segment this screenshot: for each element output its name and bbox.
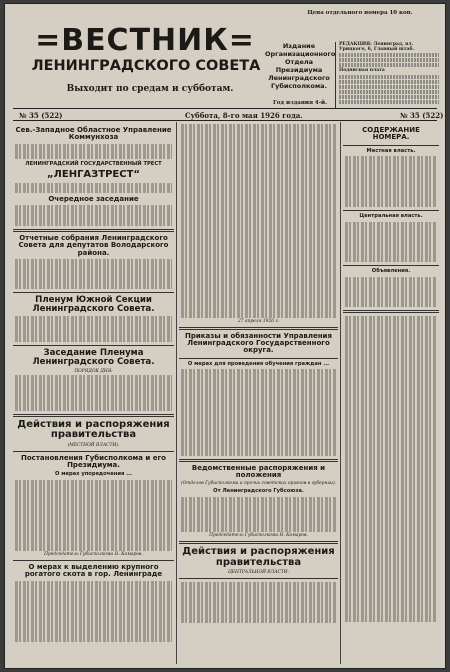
agenda-label: ПОРЯДОК ДНЯ:	[74, 368, 113, 374]
column-divider	[340, 122, 341, 664]
headline: Заседание Пленума Ленинградского Совета.	[32, 347, 155, 367]
subscription-label: Подписная плата	[339, 68, 385, 74]
price-notice: Цена отдельного номера 10 коп.	[307, 10, 413, 16]
headline: Очередное заседание	[48, 195, 139, 204]
editorial-info-box	[335, 42, 439, 108]
headline: От Ленинградского Губсоюза.	[213, 488, 304, 495]
headline: О мерах к выделению крупного рогатого скота в гор. Ленинграде	[24, 563, 163, 579]
subheadline: (МЕСТНОЙ ВЛАСТИ).	[67, 442, 120, 448]
contents-section: Центральная власть.	[359, 213, 423, 220]
headline: Сев.-Западное Областное Управление Коммунхоза	[15, 126, 172, 142]
headline: Приказы и обязанности Управления Ленинградского Государственного округа.	[185, 331, 332, 355]
headline: О мерах упорядочения ...	[54, 471, 132, 478]
headline: ЛЕНИНГРАДСКИЙ ГОСУДАРСТВЕННЫЙ ТРЕСТ	[25, 160, 162, 167]
contents-section: Объявления.	[371, 268, 411, 275]
headline: О мерах для проведения обучения граждан ...	[187, 360, 330, 367]
column-divider	[176, 122, 177, 664]
headline: „ЛЕНГАЗТРЕСТ“	[46, 169, 140, 181]
issue-row-rule	[13, 120, 437, 121]
masthead-rule	[13, 108, 437, 109]
newspaper-subtitle: ЛЕНИНГРАДСКОГО СОВЕТА	[31, 58, 261, 74]
issue-number-left: № 35 (522)	[19, 111, 63, 120]
signature: Председатель Губисполкома Н. Комаров.	[44, 552, 143, 558]
headline: Пленум Южной Секции Ленинградского Совета.	[32, 295, 155, 315]
contents-heading: СОДЕРЖАНИЕ НОМЕРА.	[362, 126, 420, 142]
publisher-block: Издание Организационного Отдела Президиума Ленинградского Губисполкома.	[265, 42, 336, 90]
issue-number-right: № 35 (522)	[400, 111, 444, 120]
date-line: 27 апреля 1926 г.	[237, 318, 280, 324]
subheadline: (Отделов Губисполкома и прочих советских органов в губернии).	[180, 481, 337, 487]
publication-year: Год издания 4-й.	[272, 100, 328, 106]
headline: Ведомственные распоряжения и положения	[191, 463, 326, 479]
editorial-address: РЕДАКЦИЯ: Ленинград, пл. Урицкого, 6, Главный штаб.	[339, 42, 415, 53]
publication-schedule: Выходит по средам и субботам.	[66, 84, 234, 94]
newspaper-title: =ВЕСТНИК=	[35, 23, 255, 58]
column-left	[13, 124, 174, 662]
headline: Действия и распоряжения правительства	[182, 546, 335, 568]
headline: Действия и распоряжения правительства	[17, 418, 170, 441]
signature: Председатель Губисполкома Н. Комаров.	[209, 533, 308, 539]
issue-date: Суббота, 8-го мая 1926 года.	[185, 111, 303, 120]
subheadline: ЦЕНТРАЛЬНОЙ ВЛАСТИ.	[227, 570, 290, 576]
contents-section: Местная власть.	[366, 147, 416, 154]
column-right	[343, 124, 439, 662]
newspaper-page	[5, 4, 445, 668]
headline: Отчетные собрания Ленинградского Совета для депутатов Володарского района.	[18, 233, 169, 257]
headline: Постановления Губисполкома и его Президиума.	[21, 453, 166, 469]
column-middle	[179, 124, 338, 662]
